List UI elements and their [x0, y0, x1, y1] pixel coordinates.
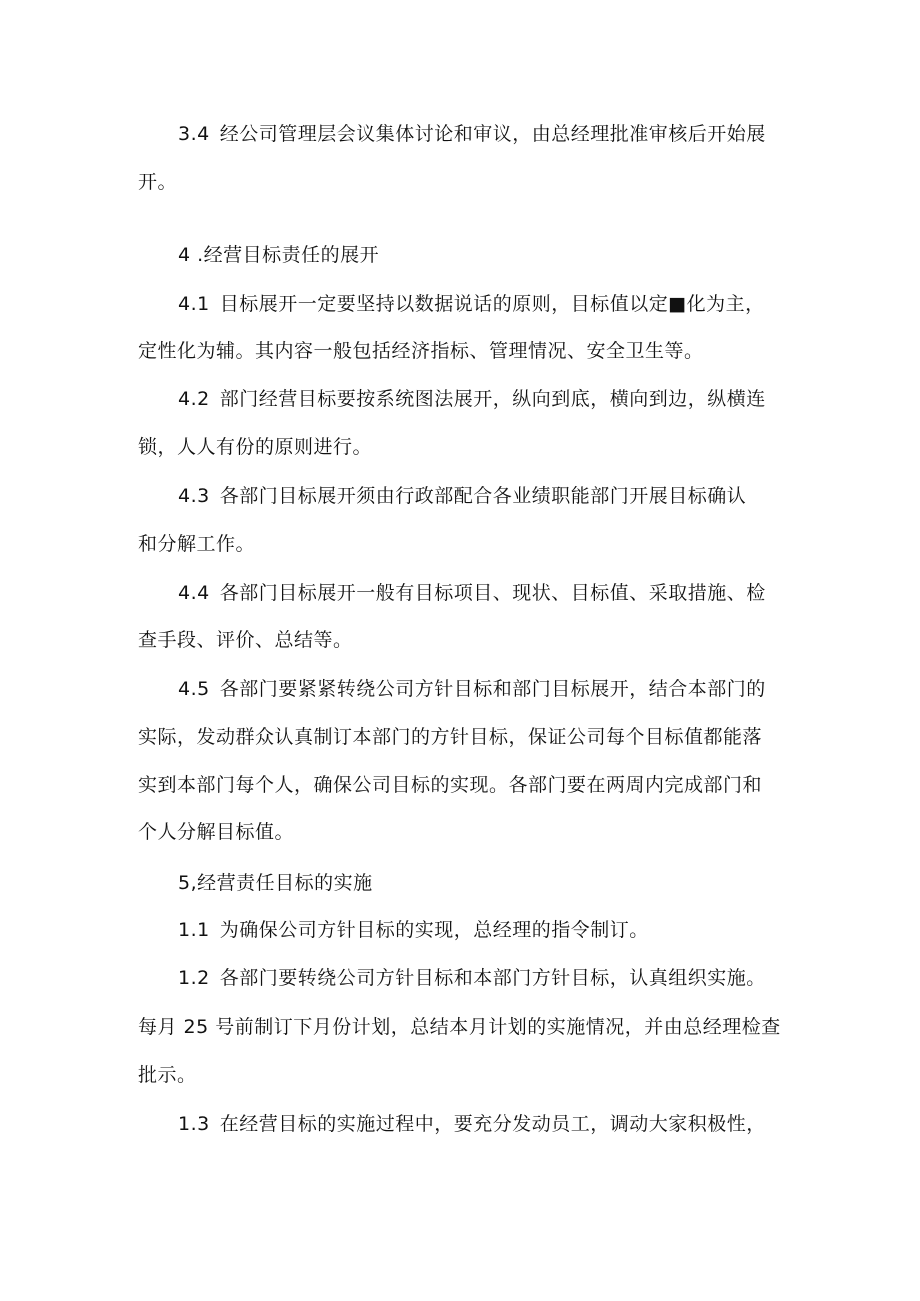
paragraph-4-2-line-1	[178, 387, 766, 411]
paragraph-text: 部门经营目标要按系统图法展开，纵向到底，横向到边，纵横连	[219, 388, 766, 410]
section-number: 4.1	[178, 293, 210, 315]
section-number: 4.2	[178, 388, 210, 410]
paragraph-text: 各部门要紧紧转绕公司方针目标和部门目标展开，结合本部门的	[219, 678, 766, 700]
paragraph-text: 各部门目标展开须由行政部配合各业绩职能部门开展目标确认	[219, 485, 747, 507]
paragraph-text: 各部门目标展开一般有目标项目、现状、目标值、采取措施、检	[219, 582, 766, 604]
paragraph-1-3-line-1	[178, 1112, 766, 1136]
paragraph-3-4-line-2: 开。	[138, 171, 178, 193]
section-heading-5: 5,经营责任目标的实施	[178, 872, 373, 894]
paragraph-text: 各部门要转绕公司方针目标和本部门方针目标，认真组织实施。	[219, 967, 766, 989]
section-heading-4: 4 .经营目标责任的展开	[178, 244, 380, 266]
paragraph-1-1-line-1	[178, 918, 649, 942]
paragraph-4-1-line-2: 定性化为辅。其内容一般包括经济指标、管理情况、安全卫生等。	[138, 340, 704, 362]
paragraph-4-4-line-1	[178, 581, 766, 605]
section-number: 4.3	[178, 485, 210, 507]
paragraph-4-3-line-1	[178, 484, 746, 508]
paragraph-4-5-line-3: 实到本部门每个人，确保公司目标的实现。各部门要在两周内完成部门和	[138, 774, 763, 796]
paragraph-4-5-line-1	[178, 677, 766, 701]
section-number: 1.1	[178, 919, 210, 941]
paragraph-4-2-line-2: 锁，人人有份的原则进行。	[138, 436, 373, 458]
section-number: 3.4	[178, 123, 210, 145]
paragraph-4-5-line-4: 个人分解目标值。	[138, 821, 295, 843]
paragraph-text: 经公司管理层会议集体讨论和审议，由总经理批准审核后开始展	[219, 123, 766, 145]
section-number: 4.4	[178, 582, 210, 604]
paragraph-text: 为确保公司方针目标的实现，总经理的指令制订。	[219, 919, 649, 941]
paragraph-4-4-line-2: 查手段、评价、总结等。	[138, 629, 353, 651]
section-number: 1.3	[178, 1113, 210, 1135]
section-number: 1.2	[178, 967, 210, 989]
paragraph-3-4-line-1	[178, 122, 766, 146]
paragraph-1-2-line-2: 每月 25 号前制订下月份计划，总结本月计划的实施情况，并由总经理检查	[138, 1016, 781, 1038]
paragraph-text: 目标展开一定要坚持以数据说话的原则，目标值以定■化为主，	[219, 293, 765, 315]
paragraph-4-5-line-2: 实际，发动群众认真制订本部门的方针目标，保证公司每个目标值都能落	[138, 726, 763, 748]
paragraph-text: 在经营目标的实施过程中，要充分发动员工，调动大家积极性，	[219, 1113, 766, 1135]
paragraph-1-2-line-1	[178, 966, 766, 990]
paragraph-4-3-line-2: 和分解工作。	[138, 533, 256, 555]
section-number: 4.5	[178, 678, 210, 700]
paragraph-4-1-line-1	[178, 292, 765, 316]
paragraph-1-2-line-3: 批示。	[138, 1064, 197, 1086]
